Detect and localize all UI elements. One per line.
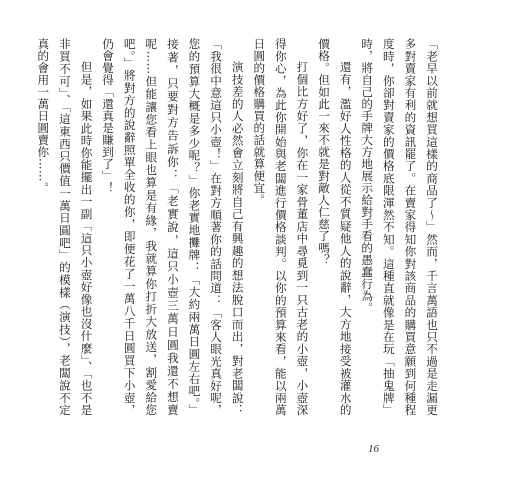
paragraph-5: 但是，如果此時你能擺出一副「這只小壺好像也沒什麼」、「也不是非買不可」、「這東西只價值一萬日圓吧」的模樣（演技），老闆說不定真的會用一萬日圓賣你……。: [36, 38, 94, 416]
vertical-text-block: [32, 38, 442, 416]
paragraph-4: 演技差的人必然會立刻將自己有興趣的想法脫口而出，對老闆說：「我很中意這只小壺！」在對方順著你的話問道：「客人眼光真好呢，您的預算大概是多少呢？」你老實地攤牌：「大約兩萬日圓左右吧。」接著，只要對方告訴你：「老實說，這只小壺三萬日圓我還不想賣呢……但能讓您看上眼也算是有緣，我就算你打折大放送，割愛給您吧。」將對方的說辭照單全收的你，即便花了一萬八千日圓買下小壺，仍會覺得「還真是賺到了」！: [101, 38, 245, 416]
paragraph-1: 「老早以前就想買這樣的商品了～」然而，千言萬語也只不過是走漏更多對賣家有利的資訊罷了。在賣家得知你對該商品的購買意願到何種程度時，你卻對賣家的價格底限渾然不知。這種直就像是在玩「抽鬼牌」時，將自己的手牌大方地展示給對手看的愚蠢行為。: [360, 38, 439, 416]
page-number: 16: [368, 443, 379, 455]
paragraph-3: 打個比方好了，你在一家骨董店中尋覓到一只古老的小壺，小壺深得你心，為此你開始與老闆進行價格談判。以你的預算來看，能以兩萬日圓的價格購買的話就算便宜。: [252, 38, 310, 416]
paragraph-2: 還有，濫好人性格的人從不質疑他人的說辭，大方地接受被灌水的價格。但如此一來不就是對敵人仁慈了嗎？: [317, 38, 353, 416]
